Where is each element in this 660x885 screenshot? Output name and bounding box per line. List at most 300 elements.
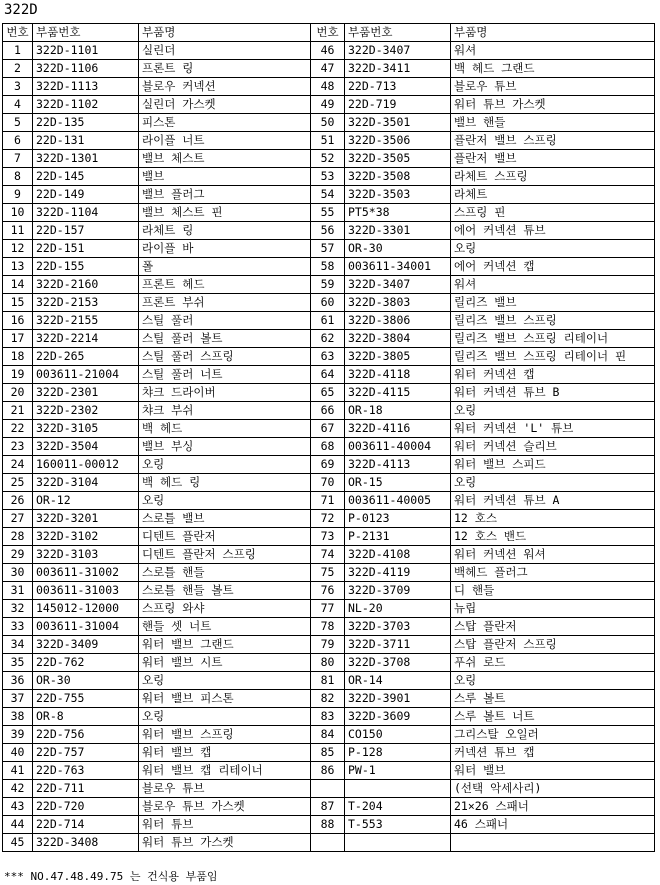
cell-part-code: 322D-3201: [33, 510, 139, 528]
table-row: [3, 132, 655, 150]
cell-part-name: 프론트 부쉬: [139, 294, 311, 312]
cell-part-name: 블로우 튜브: [451, 78, 655, 96]
cell-no: 73: [311, 528, 345, 546]
cell-no: 16: [3, 312, 33, 330]
cell-no: 59: [311, 276, 345, 294]
cell-part-code: 322D-3506: [345, 132, 451, 150]
table-row: [3, 438, 655, 456]
table-row: [3, 618, 655, 636]
cell-no: 22: [3, 420, 33, 438]
cell-part-code: 322D-2214: [33, 330, 139, 348]
cell-part-name: 백 헤드 그랜드: [451, 60, 655, 78]
table-row: [3, 690, 655, 708]
footnote: *** NO.47.48.49.75 는 건식용 부품임: [4, 870, 218, 883]
cell-part-name: 12 호스: [451, 510, 655, 528]
cell-no: 15: [3, 294, 33, 312]
cell-no: 58: [311, 258, 345, 276]
table-row: [3, 654, 655, 672]
cell-part-name: 오링: [139, 672, 311, 690]
table-row: [3, 474, 655, 492]
cell-no: 71: [311, 492, 345, 510]
table-row: [3, 186, 655, 204]
cell-no: 34: [3, 636, 33, 654]
cell-part-code: 322D-3503: [345, 186, 451, 204]
cell-no: 17: [3, 330, 33, 348]
cell-part-name: 워터 튜브: [139, 816, 311, 834]
cell-part-code: 22D-157: [33, 222, 139, 240]
cell-no: 66: [311, 402, 345, 420]
cell-no: 68: [311, 438, 345, 456]
table-row: [3, 834, 655, 852]
table-row: [3, 258, 655, 276]
cell-part-name: 릴리즈 밸브 스프링 리테이너: [451, 330, 655, 348]
cell-no: 62: [311, 330, 345, 348]
cell-part-name: 스루 볼트: [451, 690, 655, 708]
cell-no: 69: [311, 456, 345, 474]
cell-part-name: 워터 튜브 가스켓: [451, 96, 655, 114]
cell-no: 14: [3, 276, 33, 294]
cell-part-code: OR-30: [33, 672, 139, 690]
cell-part-name: 라이플 바: [139, 240, 311, 258]
table-row: [3, 780, 655, 798]
cell-no: 33: [3, 618, 33, 636]
cell-part-name: 라체트: [451, 186, 655, 204]
page-title: 322D: [4, 2, 38, 18]
header-code: 부품번호: [33, 24, 139, 42]
cell-no: 8: [3, 168, 33, 186]
cell-part-code: 22D-756: [33, 726, 139, 744]
cell-no: 50: [311, 114, 345, 132]
cell-part-code: T-553: [345, 816, 451, 834]
cell-no: 47: [311, 60, 345, 78]
cell-part-code: 322D-1301: [33, 150, 139, 168]
cell-part-code: 22D-135: [33, 114, 139, 132]
table-row: [3, 168, 655, 186]
cell-part-code: 322D-3103: [33, 546, 139, 564]
header-no: 번호: [3, 24, 33, 42]
cell-no: 23: [3, 438, 33, 456]
cell-no: 41: [3, 762, 33, 780]
cell-no: 40: [3, 744, 33, 762]
cell-part-name: 블로우 튜브 가스켓: [139, 798, 311, 816]
table-row: [3, 312, 655, 330]
cell-part-code: 22D-151: [33, 240, 139, 258]
cell-no: 39: [3, 726, 33, 744]
cell-no: 74: [311, 546, 345, 564]
table-row: [3, 510, 655, 528]
cell-no: 81: [311, 672, 345, 690]
cell-part-code: P-0123: [345, 510, 451, 528]
table-row: [3, 348, 655, 366]
cell-part-name: 푸쉬 로드: [451, 654, 655, 672]
cell-part-name: 21×26 스패너: [451, 798, 655, 816]
cell-part-code: 322D-3806: [345, 312, 451, 330]
cell-no: 37: [3, 690, 33, 708]
table-row: [3, 294, 655, 312]
cell-no: 78: [311, 618, 345, 636]
cell-part-name: 프론트 링: [139, 60, 311, 78]
cell-no: 25: [3, 474, 33, 492]
cell-no: 56: [311, 222, 345, 240]
table-row: [3, 672, 655, 690]
cell-part-code: [345, 834, 451, 852]
cell-part-code: NL-20: [345, 600, 451, 618]
cell-part-code: 322D-4108: [345, 546, 451, 564]
cell-part-name: 워터 커넥션 'L' 튜브: [451, 420, 655, 438]
cell-part-code: 160011-00012: [33, 456, 139, 474]
cell-part-code: 322D-2301: [33, 384, 139, 402]
cell-part-name: 오링: [451, 240, 655, 258]
cell-no: 11: [3, 222, 33, 240]
cell-part-code: 22D-145: [33, 168, 139, 186]
cell-part-code: 22D-762: [33, 654, 139, 672]
cell-part-name: 밸브 체스트: [139, 150, 311, 168]
cell-part-name: 라체트 링: [139, 222, 311, 240]
cell-part-name: 커넥션 튜브 캡: [451, 744, 655, 762]
cell-part-name: 스프링 핀: [451, 204, 655, 222]
cell-no: 28: [3, 528, 33, 546]
cell-part-code: [345, 780, 451, 798]
cell-no: 1: [3, 42, 33, 60]
cell-part-code: 322D-3703: [345, 618, 451, 636]
cell-no: 45: [3, 834, 33, 852]
cell-part-name: 릴리즈 밸브 스프링: [451, 312, 655, 330]
cell-part-name: 스탑 플란저: [451, 618, 655, 636]
cell-part-code: 322D-3901: [345, 690, 451, 708]
cell-part-code: 003611-31003: [33, 582, 139, 600]
table-row: [3, 582, 655, 600]
cell-no: 86: [311, 762, 345, 780]
table-row: [3, 366, 655, 384]
header-no: 번호: [311, 24, 345, 42]
cell-part-code: P-128: [345, 744, 451, 762]
cell-part-code: 322D-3609: [345, 708, 451, 726]
cell-no: 42: [3, 780, 33, 798]
cell-part-name: 워셔: [451, 276, 655, 294]
cell-no: 65: [311, 384, 345, 402]
table-row: [3, 528, 655, 546]
cell-no: 83: [311, 708, 345, 726]
cell-part-code: 22D-763: [33, 762, 139, 780]
cell-no: 54: [311, 186, 345, 204]
cell-part-name: 피스톤: [139, 114, 311, 132]
cell-part-code: 322D-3805: [345, 348, 451, 366]
cell-part-name: 라이플 너트: [139, 132, 311, 150]
cell-no: 60: [311, 294, 345, 312]
cell-part-name: 스로틀 핸들 볼트: [139, 582, 311, 600]
cell-part-name: 챠크 드라이버: [139, 384, 311, 402]
cell-part-name: 워터 커넥션 캡: [451, 366, 655, 384]
cell-part-name: 플란저 밸브 스프링: [451, 132, 655, 150]
table-row: [3, 60, 655, 78]
cell-no: 35: [3, 654, 33, 672]
cell-part-code: 322D-3803: [345, 294, 451, 312]
cell-part-code: OR-15: [345, 474, 451, 492]
cell-part-name: 디텐트 플란저: [139, 528, 311, 546]
cell-no: 9: [3, 186, 33, 204]
cell-part-code: P-2131: [345, 528, 451, 546]
cell-part-code: 003611-34001: [345, 258, 451, 276]
cell-part-name: 스틸 풀러 볼트: [139, 330, 311, 348]
cell-part-code: OR-18: [345, 402, 451, 420]
cell-part-name: 챠크 부쉬: [139, 402, 311, 420]
cell-part-name: 워터 커넥션 튜브 A: [451, 492, 655, 510]
table-row: [3, 564, 655, 582]
cell-no: 64: [311, 366, 345, 384]
cell-no: 38: [3, 708, 33, 726]
cell-part-code: 322D-2302: [33, 402, 139, 420]
cell-no: 75: [311, 564, 345, 582]
cell-part-code: 322D-3301: [345, 222, 451, 240]
cell-part-name: 워터 커넥션 슬리브: [451, 438, 655, 456]
cell-part-code: 22D-149: [33, 186, 139, 204]
cell-no: 6: [3, 132, 33, 150]
table-row: [3, 726, 655, 744]
cell-part-code: 322D-3711: [345, 636, 451, 654]
cell-part-name: 스프링 와샤: [139, 600, 311, 618]
cell-part-code: 322D-3804: [345, 330, 451, 348]
cell-no: 44: [3, 816, 33, 834]
cell-no: 61: [311, 312, 345, 330]
cell-part-name: 스로틀 핸들: [139, 564, 311, 582]
cell-part-code: 322D-4116: [345, 420, 451, 438]
cell-part-code: PT5*38: [345, 204, 451, 222]
table-row: [3, 546, 655, 564]
cell-part-name: 워터 밸브 그랜드: [139, 636, 311, 654]
cell-part-code: 322D-3408: [33, 834, 139, 852]
cell-part-code: OR-30: [345, 240, 451, 258]
cell-part-code: 322D-3409: [33, 636, 139, 654]
cell-part-name: 블로우 튜브: [139, 780, 311, 798]
table-row: [3, 492, 655, 510]
table-row: [3, 114, 655, 132]
cell-part-name: 뉴립: [451, 600, 655, 618]
cell-part-name: 워터 튜브 가스켓: [139, 834, 311, 852]
cell-no: 80: [311, 654, 345, 672]
table-row: [3, 798, 655, 816]
cell-no: 48: [311, 78, 345, 96]
cell-no: 52: [311, 150, 345, 168]
cell-part-name: 워터 밸브 캡 리테이너: [139, 762, 311, 780]
cell-no: 67: [311, 420, 345, 438]
table-row: [3, 402, 655, 420]
cell-part-code: 322D-3709: [345, 582, 451, 600]
cell-no: 53: [311, 168, 345, 186]
cell-part-code: 322D-1101: [33, 42, 139, 60]
cell-part-name: 백 헤드: [139, 420, 311, 438]
cell-part-name: 스로틀 밸브: [139, 510, 311, 528]
table-row: [3, 816, 655, 834]
cell-part-code: OR-12: [33, 492, 139, 510]
cell-part-name: 스틸 풀러: [139, 312, 311, 330]
cell-part-code: 145012-12000: [33, 600, 139, 618]
cell-part-code: OR-8: [33, 708, 139, 726]
table-row: [3, 744, 655, 762]
header-code: 부품번호: [345, 24, 451, 42]
cell-part-code: 22D-757: [33, 744, 139, 762]
cell-part-name: 스틸 풀러 너트: [139, 366, 311, 384]
cell-no: 84: [311, 726, 345, 744]
cell-part-name: 워터 밸브: [451, 762, 655, 780]
table-row: [3, 222, 655, 240]
table-row: [3, 204, 655, 222]
cell-part-name: 오링: [139, 708, 311, 726]
cell-part-code: 003611-31004: [33, 618, 139, 636]
cell-part-code: 322D-2160: [33, 276, 139, 294]
cell-no: 13: [3, 258, 33, 276]
table-row: [3, 240, 655, 258]
cell-part-code: 322D-2155: [33, 312, 139, 330]
cell-no: 57: [311, 240, 345, 258]
cell-part-name: 워터 밸브 캡: [139, 744, 311, 762]
cell-no: 79: [311, 636, 345, 654]
cell-part-code: 22D-720: [33, 798, 139, 816]
cell-part-name: 플란저 밸브: [451, 150, 655, 168]
cell-part-code: PW-1: [345, 762, 451, 780]
cell-part-name: 워터 밸브 스프링: [139, 726, 311, 744]
cell-no: 82: [311, 690, 345, 708]
cell-part-code: 322D-4113: [345, 456, 451, 474]
cell-part-name: 밸브 부싱: [139, 438, 311, 456]
cell-no: 32: [3, 600, 33, 618]
cell-no: 88: [311, 816, 345, 834]
cell-part-code: 322D-1102: [33, 96, 139, 114]
table-row: [3, 600, 655, 618]
cell-no: 63: [311, 348, 345, 366]
cell-part-code: 003611-31002: [33, 564, 139, 582]
cell-part-code: 322D-3104: [33, 474, 139, 492]
cell-no: 21: [3, 402, 33, 420]
cell-part-code: CO150: [345, 726, 451, 744]
table-row: [3, 330, 655, 348]
cell-no: 46: [311, 42, 345, 60]
cell-part-code: 22D-719: [345, 96, 451, 114]
cell-part-name: 워터 커넥션 튜브 B: [451, 384, 655, 402]
cell-part-name: 프론트 헤드: [139, 276, 311, 294]
cell-part-code: 22D-711: [33, 780, 139, 798]
cell-no: [311, 834, 345, 852]
cell-part-name: 12 호스 밴드: [451, 528, 655, 546]
cell-part-code: 003611-40004: [345, 438, 451, 456]
cell-part-code: 322D-3708: [345, 654, 451, 672]
cell-no: 19: [3, 366, 33, 384]
cell-part-name: 워터 커넥션 워셔: [451, 546, 655, 564]
cell-part-code: 322D-1113: [33, 78, 139, 96]
cell-part-name: 밸브 핸들: [451, 114, 655, 132]
cell-part-code: 322D-1104: [33, 204, 139, 222]
cell-part-name: 밸브 플러그: [139, 186, 311, 204]
cell-no: 70: [311, 474, 345, 492]
cell-part-code: 22D-755: [33, 690, 139, 708]
cell-part-name: 블로우 커넥션: [139, 78, 311, 96]
cell-part-name: 오링: [451, 672, 655, 690]
cell-no: 5: [3, 114, 33, 132]
cell-part-name: 그리스탈 오일러: [451, 726, 655, 744]
table-row: [3, 636, 655, 654]
table-header-row: [3, 24, 655, 42]
cell-part-name: (선택 악세사리): [451, 780, 655, 798]
cell-part-name: 실린더 가스켓: [139, 96, 311, 114]
cell-no: 51: [311, 132, 345, 150]
header-name: 부품명: [451, 24, 655, 42]
cell-no: 18: [3, 348, 33, 366]
cell-no: 26: [3, 492, 33, 510]
cell-part-name: [451, 834, 655, 852]
cell-part-code: 322D-3501: [345, 114, 451, 132]
cell-part-name: 워터 밸브 스피드: [451, 456, 655, 474]
cell-part-name: 폴: [139, 258, 311, 276]
table-row: [3, 456, 655, 474]
cell-part-code: OR-14: [345, 672, 451, 690]
cell-part-name: 오링: [451, 474, 655, 492]
cell-no: 72: [311, 510, 345, 528]
cell-part-code: 322D-3407: [345, 276, 451, 294]
cell-no: 7: [3, 150, 33, 168]
cell-part-name: 밸브: [139, 168, 311, 186]
cell-part-code: 322D-3411: [345, 60, 451, 78]
cell-no: 49: [311, 96, 345, 114]
cell-no: 31: [3, 582, 33, 600]
cell-part-code: 322D-3407: [345, 42, 451, 60]
table-row: [3, 42, 655, 60]
cell-part-name: 실린더: [139, 42, 311, 60]
cell-part-name: 스루 볼트 너트: [451, 708, 655, 726]
table-row: [3, 762, 655, 780]
parts-table: [2, 23, 655, 852]
cell-part-code: 003611-21004: [33, 366, 139, 384]
cell-part-code: 22D-265: [33, 348, 139, 366]
cell-no: 2: [3, 60, 33, 78]
table-row: [3, 420, 655, 438]
table-row: [3, 150, 655, 168]
cell-part-code: 22D-131: [33, 132, 139, 150]
cell-part-code: 322D-4119: [345, 564, 451, 582]
cell-no: 87: [311, 798, 345, 816]
cell-part-name: 백헤드 플러그: [451, 564, 655, 582]
cell-part-code: 322D-4115: [345, 384, 451, 402]
cell-part-name: 워터 밸브 피스톤: [139, 690, 311, 708]
cell-part-name: 에어 커넥션 캡: [451, 258, 655, 276]
cell-no: 55: [311, 204, 345, 222]
cell-part-code: 22D-713: [345, 78, 451, 96]
cell-part-code: 322D-3508: [345, 168, 451, 186]
cell-part-code: 22D-714: [33, 816, 139, 834]
table-row: [3, 384, 655, 402]
cell-part-code: 322D-3504: [33, 438, 139, 456]
cell-part-name: 밸브 체스트 핀: [139, 204, 311, 222]
table-row: [3, 78, 655, 96]
cell-no: 4: [3, 96, 33, 114]
cell-part-code: 322D-2153: [33, 294, 139, 312]
cell-part-name: 스탑 플란저 스프링: [451, 636, 655, 654]
cell-no: 12: [3, 240, 33, 258]
cell-part-code: 322D-1106: [33, 60, 139, 78]
cell-no: 29: [3, 546, 33, 564]
table-row: [3, 96, 655, 114]
cell-part-code: 322D-4118: [345, 366, 451, 384]
cell-no: 36: [3, 672, 33, 690]
cell-part-name: 핸들 셋 너트: [139, 618, 311, 636]
cell-part-name: 디 핸들: [451, 582, 655, 600]
cell-no: 85: [311, 744, 345, 762]
cell-part-name: 워셔: [451, 42, 655, 60]
cell-part-name: 릴리즈 밸브 스프링 리테이너 핀: [451, 348, 655, 366]
cell-no: 30: [3, 564, 33, 582]
cell-part-name: 릴리즈 밸브: [451, 294, 655, 312]
cell-part-name: 46 스패너: [451, 816, 655, 834]
cell-no: 77: [311, 600, 345, 618]
cell-part-name: 에어 커넥션 튜브: [451, 222, 655, 240]
